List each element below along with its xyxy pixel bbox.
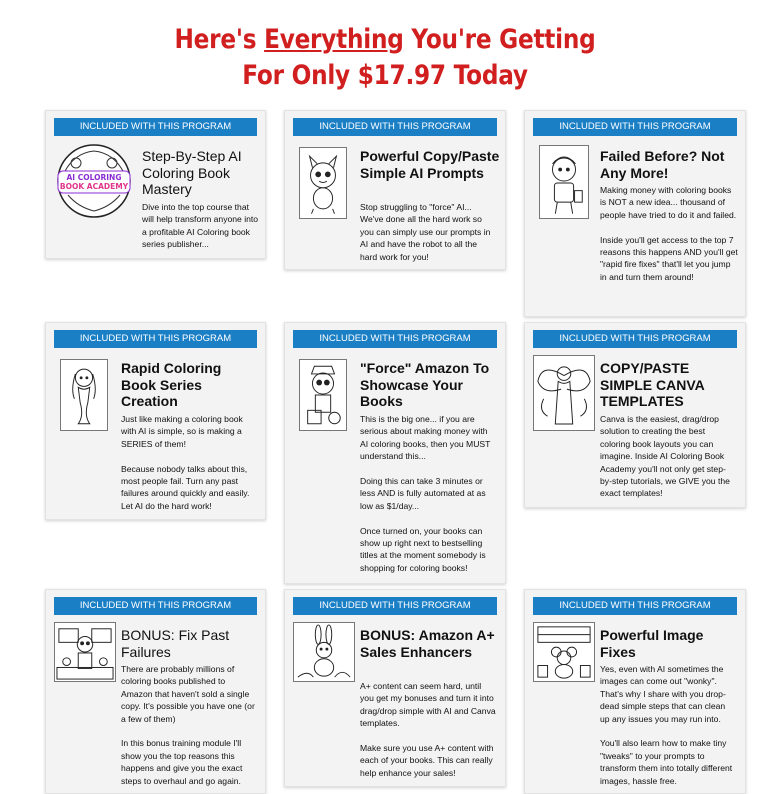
card-description: Dive into the top course that will help transform anyone into a profitable AI Coloring book series publisher... xyxy=(142,202,259,250)
feature-card-image-fixes xyxy=(524,589,746,794)
card-description: There are probably millions of coloring books published to Amazon that haven't sold a single copy. It's possible you have one (or a few of them) In this bonus training module I'll show you the top reasons this happens and give you the exact steps to overhaul and go again. xyxy=(121,664,255,786)
card-title: BONUS: Fix Past Failures xyxy=(121,627,230,660)
included-banner: INCLUDED WITH THIS PROGRAM xyxy=(533,597,737,615)
mermaid-coloring-page-icon xyxy=(60,359,108,431)
feature-card-aplus-sales-enhancers xyxy=(284,589,506,787)
skull-character-coloring-page-icon xyxy=(299,359,347,431)
fairy-coloring-page-icon xyxy=(533,355,595,431)
cute-monster-coloring-page-icon xyxy=(299,147,347,219)
card-description: Yes, even with AI sometimes the images can come out "wonky". That's why I share with you drop-dead simple steps that can clean up any issues you may run into. You'll also learn how to make tiny "tweaks" to your prompts to transform them into totally different images, hassle free. xyxy=(600,664,733,786)
mouse-shop-coloring-page-icon xyxy=(533,622,595,682)
feature-card-ai-coloring-mastery xyxy=(45,110,266,259)
card-description: Just like making a coloring book with AI is simple, so is making a SERIES of them! Because nobody talks about this, most people fail. Turn any past failures around quickly and easily. Let AI do the hard work! xyxy=(121,414,250,511)
feature-card-ai-prompts xyxy=(284,110,506,270)
card-description: Stop struggling to "force" AI... We've done all the hard work so you can simply use our prompts in AI and have the robot to all the hard work for you! xyxy=(360,202,491,262)
boy-character-coloring-page-icon xyxy=(539,145,589,219)
card-title: Powerful Image Fixes xyxy=(600,627,704,660)
headline-line-2: For Only $17.97 Today xyxy=(242,60,528,91)
bunny-coloring-page-icon xyxy=(293,622,355,682)
feature-card-series-creation xyxy=(45,322,266,520)
svg-text:BOOK ACADEMY: BOOK ACADEMY xyxy=(59,182,129,191)
included-banner: INCLUDED WITH THIS PROGRAM xyxy=(54,118,257,136)
included-banner: INCLUDED WITH THIS PROGRAM xyxy=(54,597,257,615)
logo-text: AI COLORING xyxy=(66,173,122,182)
included-banner: INCLUDED WITH THIS PROGRAM xyxy=(533,330,737,348)
headline-emphasis: Everything xyxy=(264,24,404,55)
card-title: BONUS: Amazon A+ Sales Enhancers xyxy=(360,627,495,660)
included-banner: INCLUDED WITH THIS PROGRAM xyxy=(54,330,257,348)
skeleton-kitchen-coloring-page-icon xyxy=(54,622,116,682)
ai-coloring-book-academy-logo-icon xyxy=(54,143,134,219)
feature-card-fix-past-failures xyxy=(45,589,266,794)
card-title: Failed Before? Not Any More! xyxy=(600,148,725,181)
card-description: Making money with coloring books is NOT a new idea... thousand of people have tried to do it and failed. Inside you'll get access to the top 7 reasons this happens AND you'll get "rapid fire fixes" that'll let you jump in and turn them around! xyxy=(600,185,738,282)
card-title: COPY/PASTE SIMPLE CANVA TEMPLATES xyxy=(600,360,705,409)
included-banner: INCLUDED WITH THIS PROGRAM xyxy=(533,118,737,136)
included-banner: INCLUDED WITH THIS PROGRAM xyxy=(293,330,497,348)
card-title: Powerful Copy/Paste Simple AI Prompts xyxy=(360,148,500,181)
included-banner: INCLUDED WITH THIS PROGRAM xyxy=(293,597,497,615)
feature-card-canva-templates xyxy=(524,322,746,508)
headline-line-1: Here's Everything You're Getting xyxy=(174,24,596,55)
feature-card-failed-before xyxy=(524,110,746,317)
included-banner: INCLUDED WITH THIS PROGRAM xyxy=(293,118,497,136)
card-title: Step-By-Step AI Coloring Book Mastery xyxy=(142,148,242,197)
card-description: A+ content can seem hard, until you get my bonuses and turn it into drag/drop simple with AI and Canva templates. Make sure you use A+ content with each of your books. This can really help enhance your sales! xyxy=(360,681,496,778)
card-title: Rapid Coloring Book Series Creation xyxy=(121,360,222,409)
card-description: This is the big one... if you are serious about making money with AI coloring books, then you MUST understand this... Doing this can take 3 minutes or less AND is fully automated at as low as $1/day... Once turned on, your books can show up right next to bestselling titles at the moment somebody is shopping for coloring books! xyxy=(360,414,491,573)
card-title: "Force" Amazon To Showcase Your Books xyxy=(360,360,490,409)
page-headline xyxy=(54,22,716,94)
feature-card-amazon-showcase xyxy=(284,322,506,584)
card-description: Canva is the easiest, drag/drop solution to creating the best coloring book layouts you can imagine. Inside AI Coloring Book Academy you'll not only get step-by-step tutorials, we GIVE you the exact templates! xyxy=(600,414,730,499)
